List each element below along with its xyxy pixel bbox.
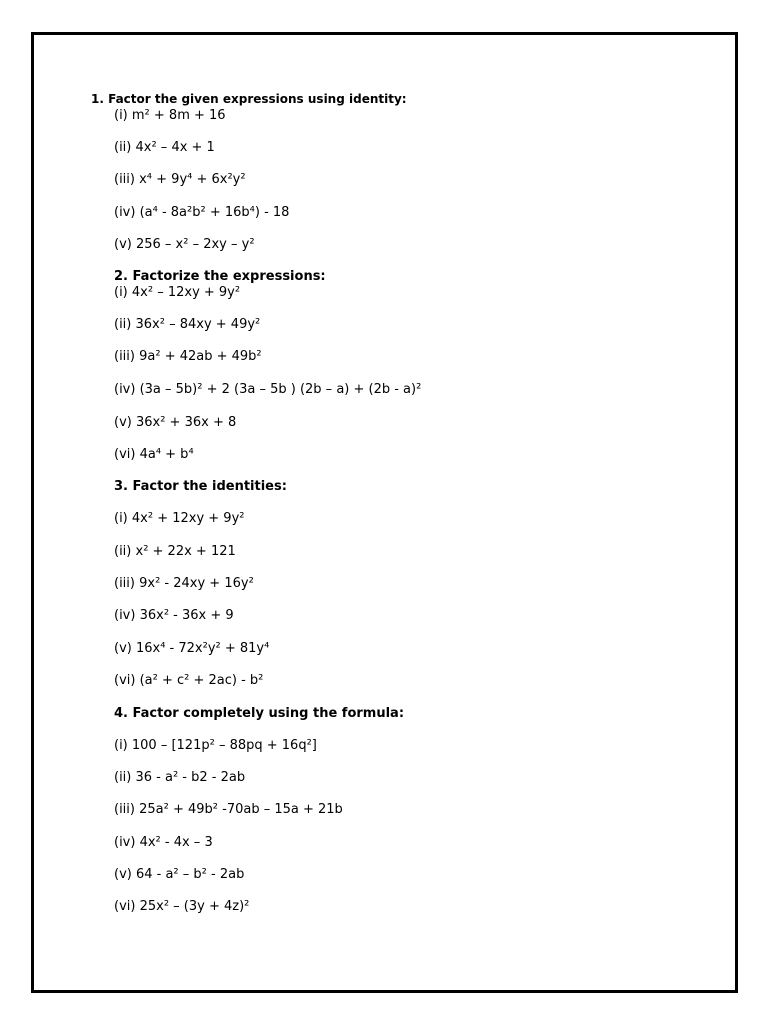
- question-item: (v) 64 - a² – b² - 2ab: [114, 867, 245, 882]
- question-item: (ii) 36 - a² - b2 - 2ab: [114, 770, 246, 785]
- section-1-heading: 1. Factor the given expressions using identity:: [91, 92, 407, 106]
- question-item: (i) 4x² – 12xy + 9y²: [114, 285, 241, 300]
- question-item: (vi) 25x² – (3y + 4z)²: [114, 899, 250, 914]
- question-item: (v) 36x² + 36x + 8: [114, 415, 237, 430]
- question-item: (vi) (a² + c² + 2ac) - b²: [114, 673, 264, 688]
- question-item: (iii) x⁴ + 9y⁴ + 6x²y²: [114, 172, 246, 187]
- question-item: (i) m² + 8m + 16: [114, 108, 226, 123]
- question-item: (iii) 25a² + 49b² -70ab – 15a + 21b: [114, 802, 343, 817]
- question-item: (iv) 36x² - 36x + 9: [114, 608, 234, 623]
- question-item: (iv) (a⁴ - 8a²b² + 16b⁴) - 18: [114, 205, 290, 220]
- question-item: (v) 16x⁴ - 72x²y² + 81y⁴: [114, 641, 270, 656]
- question-item: (v) 256 – x² – 2xy – y²: [114, 237, 255, 252]
- question-item: (i) 100 – [121p² – 88pq + 16q²]: [114, 738, 317, 753]
- question-item: (iv) 4x² - 4x – 3: [114, 835, 213, 850]
- section-3-heading: 3. Factor the identities:: [114, 479, 287, 494]
- question-item: (i) 4x² + 12xy + 9y²: [114, 511, 245, 526]
- question-item: (iv) (3a – 5b)² + 2 (3a – 5b ) (2b – a) + (2b - a)²: [114, 382, 422, 397]
- question-item: (ii) 4x² – 4x + 1: [114, 140, 215, 155]
- question-item: (vi) 4a⁴ + b⁴: [114, 447, 194, 462]
- section-2-heading: 2. Factorize the expressions:: [114, 269, 326, 284]
- section-4-heading: 4. Factor completely using the formula:: [114, 706, 405, 721]
- question-item: (ii) x² + 22x + 121: [114, 544, 236, 559]
- question-item: (iii) 9a² + 42ab + 49b²: [114, 349, 262, 364]
- question-item: (iii) 9x² - 24xy + 16y²: [114, 576, 254, 591]
- question-item: (ii) 36x² – 84xy + 49y²: [114, 317, 261, 332]
